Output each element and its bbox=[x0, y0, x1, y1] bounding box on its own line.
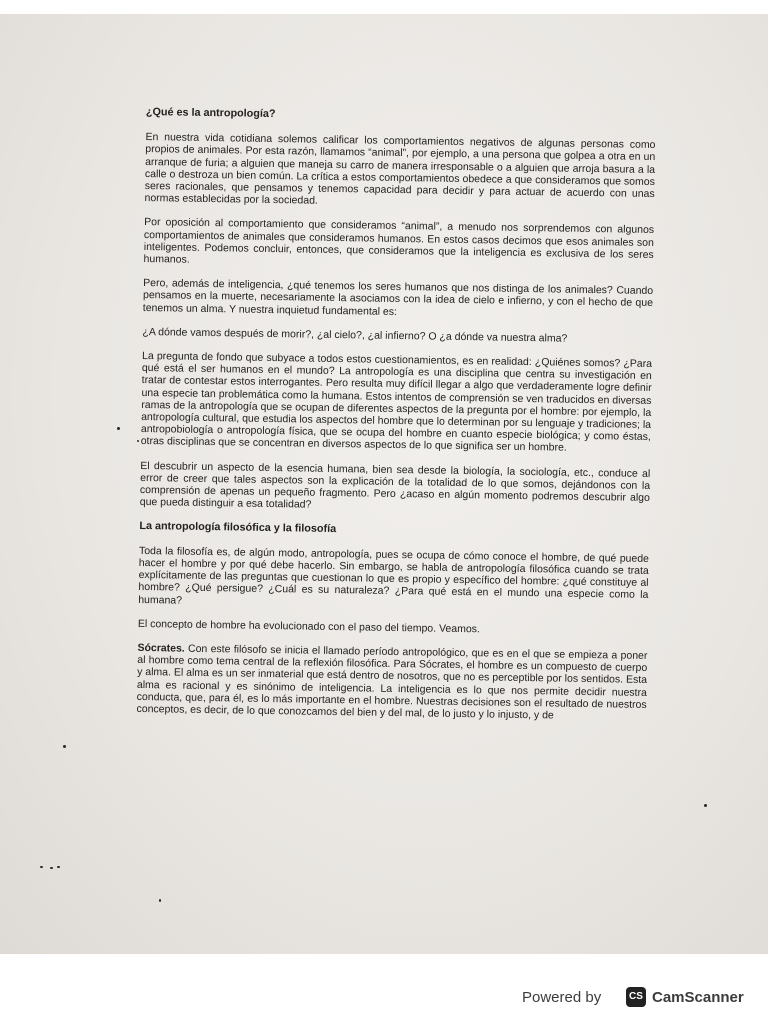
paragraph-9-body: Con este filósofo se inicia el llamado período antropológico, que es en el que se empieza a poner al hombre como tema central de la reflexión filosófica. Para Sócrates, el hombre es un compuesto de cuerpo y alma. El alma es un ser inmaterial que está dentro de nosotros, que no es perceptible por los sentidos. Esta alma es racional y es sinónimo de inteligencia. La inteligencia es lo que nos permite decidir nuestra conducta, que, para él, es lo más importante en el hombre. Nuestras decisiones son el resultado de nuestros conceptos, es decir, de lo que conozcamos del bien y del mal, de lo justo y lo injusto, y de bbox=[136, 642, 648, 722]
scan-speck bbox=[63, 745, 66, 748]
scan-speck bbox=[40, 866, 43, 868]
paragraph-4: ¿A dónde vamos después de morir?, ¿al cielo?, ¿al infierno? O ¿a dónde va nuestra alma? bbox=[142, 325, 568, 345]
paragraph-9-lead: Sócrates. bbox=[137, 641, 185, 655]
camscanner-footer bbox=[0, 954, 768, 1024]
scan-speck bbox=[704, 804, 707, 807]
paragraph-1: En nuestra vida cotidiana solemos calificar los comportamientos negativos de algunas personas como propios de animales. Por esta razón, llamamos “animal”, por ejemplo, a una persona que golpea a otra en un arranque de furia; a alguien que maneja su carro de manera irresponsable o a alguien que arroja basura a la calle o destroza un bien común. La crítica a estos comportamientos obedece a que consideramos que somos seres racionales, que pensamos y tenemos capacidad para decidir y para actuar de acuerdo con unas normas establecidas por la sociedad. bbox=[144, 131, 656, 207]
paragraph-3: Pero, además de inteligencia, ¿qué tenemos los seres humanos que nos distinga de los animales? Cuando pensamos en la muerte, necesariamente la asociamos con la idea de cielo e infierno, y con el hecho de que tenemos un alma. Y nuestra inquietud fundamental es: bbox=[142, 277, 654, 318]
document-body bbox=[136, 106, 656, 735]
paragraph-6: El descubrir un aspecto de la esencia humana, bien sea desde la biología, la sociología, etc., conduce al error de creer que tales aspectos son la explicación de la totalidad de lo que somos, dejándonos con la comprensión de apenas un pequeño fragmento. Pero ¿acaso en algún momento podremos descubrir algo que pueda distinguir a esa totalidad? bbox=[139, 459, 651, 511]
camscanner-logo-icon: CS bbox=[626, 987, 646, 1007]
scan-speck bbox=[159, 899, 161, 902]
paragraph-9 bbox=[136, 642, 647, 723]
scan-speck bbox=[137, 440, 139, 442]
scanned-page bbox=[0, 14, 768, 954]
camscanner-brand: CamScanner bbox=[652, 989, 744, 1006]
section-heading-antropologia: ¿Qué es la antropología? bbox=[145, 106, 276, 121]
paragraph-2: Por oposición al comportamiento que consideramos “animal”, a menudo nos sorprendemos con algunos comportamientos de animales que consideramos humanos. En estos casos decimos que esos animales son inteligentes. Podemos concluir, entonces, que consideramos que la inteligencia es exclusiva de los seres humanos. bbox=[143, 216, 655, 266]
paragraph-7: Toda la filosofía es, de algún modo, antropología, pues se ocupa de cómo conoce el hombre, de qué puede hacer el hombre y por qué debe hacerlo. Sin embargo, se habla de antropología filosófica cuando se trata explícitamente de las preguntas que cuestionan lo que es propio y específico del hombre: ¿qué constituye al hombre? ¿Qué persigue? ¿Cuál es su naturaleza? ¿Para qué está en el mundo una especie como la humana? bbox=[138, 544, 650, 607]
scan-speck bbox=[117, 427, 120, 430]
section-heading-antropologia-filosofica: La antropología filosófica y la filosofía bbox=[139, 520, 337, 536]
scan-speck bbox=[50, 867, 53, 869]
scan-speck bbox=[57, 866, 60, 868]
powered-by-label: Powered by bbox=[522, 989, 602, 1006]
paragraph-8: El concepto de hombre ha evolucionado con el paso del tiempo. Veamos. bbox=[137, 617, 480, 636]
paragraph-5: La pregunta de fondo que subyace a todos estos cuestionamientos, es en realidad: ¿Quiénes somos? ¿Para qué está el ser humanos en el mundo? La antropología es una disciplina que centra su investigación en tratar de contestar estos interrogantes. Pero resulta muy difícil llegar a algo que verdaderamente logre definir una especie tan problemática como la humana. Estos intentos de comprensión se ven traducidos en diversas ramas de la antropología que se ocupan de diferentes aspectos de la pregunta por el hombre: por ejemplo, la antropología cultural, que estudia los aspectos del hombre que lo determinan por su lenguaje y tradiciones; la antropobiología o antropología física, que se ocupa del hombre en cuanto especie biológica; y como éstas, otras disciplinas que se concentran en diversos aspectos de lo que significa ser un hombre. bbox=[140, 350, 653, 455]
